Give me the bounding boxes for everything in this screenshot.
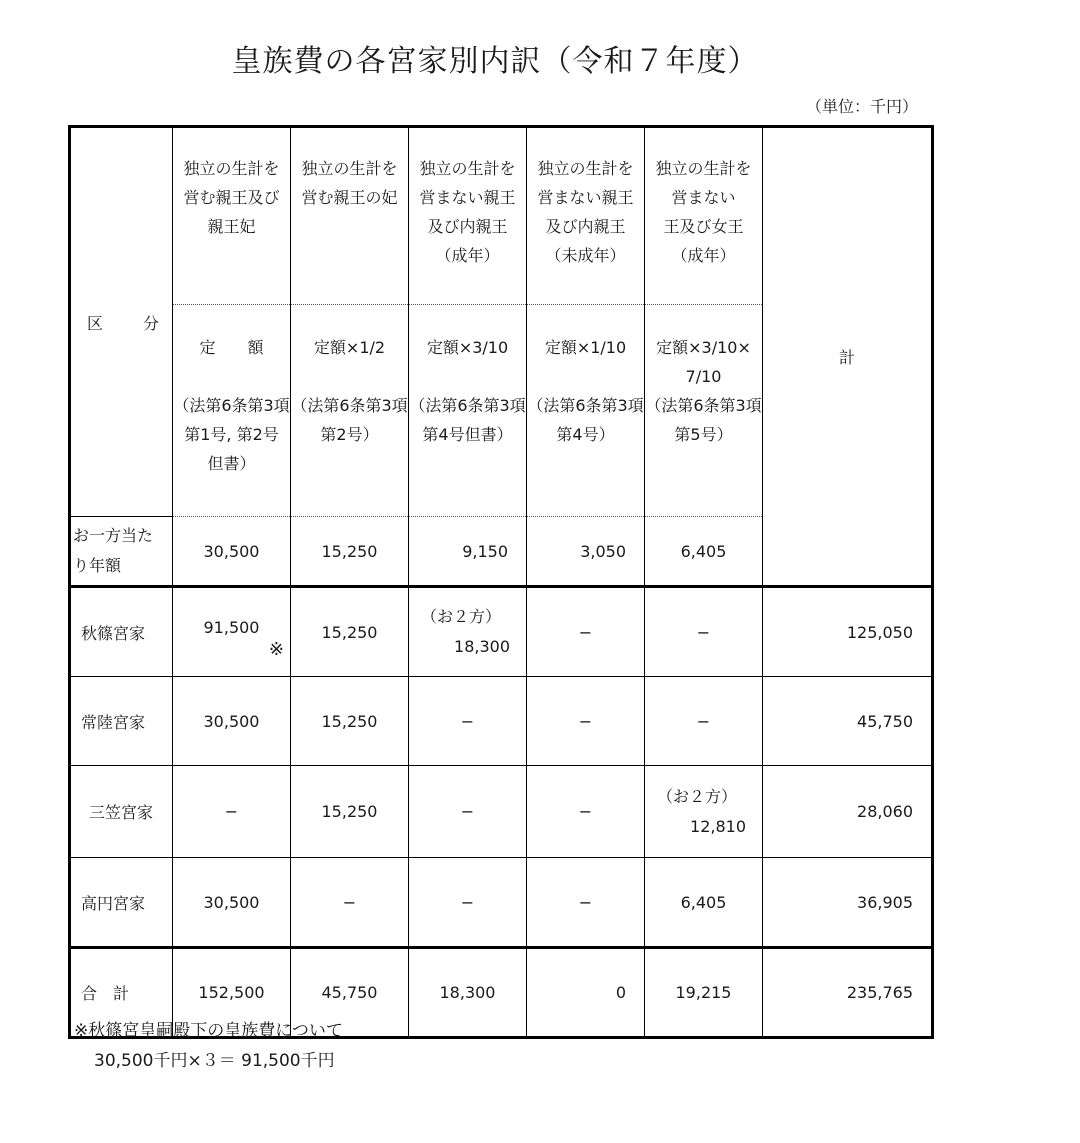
kubun-header: 区 分 [70, 127, 173, 517]
totals-c1: 152,500 [173, 948, 291, 1038]
formula-header-2: 定額×1/2 （法第6条第3項 第2号） [291, 305, 409, 517]
row-name-takamado: 高円宮家 [70, 858, 173, 948]
akishino-c4: − [527, 587, 645, 677]
totals-c3: 18,300 [409, 948, 527, 1038]
totals-c5: 19,215 [645, 948, 763, 1038]
mikasa-c4: − [527, 766, 645, 858]
akishino-c1: 91,500 ※ [173, 587, 291, 677]
totals-c2: 45,750 [291, 948, 409, 1038]
takamado-total: 36,905 [763, 858, 933, 948]
hitachi-c3: − [409, 677, 527, 766]
takamado-c3: − [409, 858, 527, 948]
footnote-line-2: 30,500千円×３＝ 91,500千円 [94, 1051, 335, 1071]
per-person-value-5: 6,405 [645, 517, 763, 587]
per-person-label: お一方当た り年額 [70, 517, 173, 587]
category-header-4: 独立の生計を 営まない親王 及び内親王 （未成年） [527, 127, 645, 305]
formula-header-5: 定額×3/10× 7/10 （法第6条第3項 第5号） [645, 305, 763, 517]
row-name-akishino: 秋篠宮家 [70, 587, 173, 677]
per-person-value-4: 3,050 [527, 517, 645, 587]
unit-label: （単位：千円） [806, 97, 919, 116]
mikasa-c3: − [409, 766, 527, 858]
hitachi-total: 45,750 [763, 677, 933, 766]
hitachi-c4: − [527, 677, 645, 766]
akishino-total: 125,050 [763, 587, 933, 677]
hitachi-c1: 30,500 [173, 677, 291, 766]
mikasa-c2: 15,250 [291, 766, 409, 858]
grand-total: 235,765 [763, 948, 933, 1038]
row-name-mikasa: 三笠宮家 [70, 766, 173, 858]
akishino-c5: − [645, 587, 763, 677]
akishino-c3: （お２方） 18,300 [409, 587, 527, 677]
takamado-c1: 30,500 [173, 858, 291, 948]
takamado-c5: 6,405 [645, 858, 763, 948]
takamado-c2: − [291, 858, 409, 948]
mikasa-total: 28,060 [763, 766, 933, 858]
imperial-family-expense-table [68, 125, 934, 1039]
takamado-c4: − [527, 858, 645, 948]
row-name-hitachi: 常陸宮家 [70, 677, 173, 766]
category-header-3: 独立の生計を 営まない親王 及び内親王 （成年） [409, 127, 527, 305]
category-header-5: 独立の生計を 営まない 王及び女王 （成年） [645, 127, 763, 305]
formula-header-4: 定額×1/10 （法第6条第3項 第4号） [527, 305, 645, 517]
per-person-value-2: 15,250 [291, 517, 409, 587]
totals-c4: 0 [527, 948, 645, 1038]
footnote-line-1: ※秋篠宮皇嗣殿下の皇族費について [74, 1021, 343, 1041]
totals-label: 合 計 [70, 948, 173, 1038]
per-person-value-1: 30,500 [173, 517, 291, 587]
akishino-c2: 15,250 [291, 587, 409, 677]
hitachi-c2: 15,250 [291, 677, 409, 766]
total-header: 計 [763, 127, 933, 587]
category-header-2: 独立の生計を 営む親王の妃 [291, 127, 409, 305]
formula-header-1: 定 額 （法第6条第3項 第1号, 第2号 但書） [173, 305, 291, 517]
mikasa-c5: （お２方） 12,810 [645, 766, 763, 858]
category-header-1: 独立の生計を 営む親王及び 親王妃 [173, 127, 291, 305]
formula-header-3: 定額×3/10 （法第6条第3項 第4号但書） [409, 305, 527, 517]
mikasa-c1: − [173, 766, 291, 858]
hitachi-c5: − [645, 677, 763, 766]
footnote [74, 1016, 343, 1076]
per-person-value-3: 9,150 [409, 517, 527, 587]
page-title: 皇族費の各宮家別内訳（令和７年度） [231, 44, 759, 79]
